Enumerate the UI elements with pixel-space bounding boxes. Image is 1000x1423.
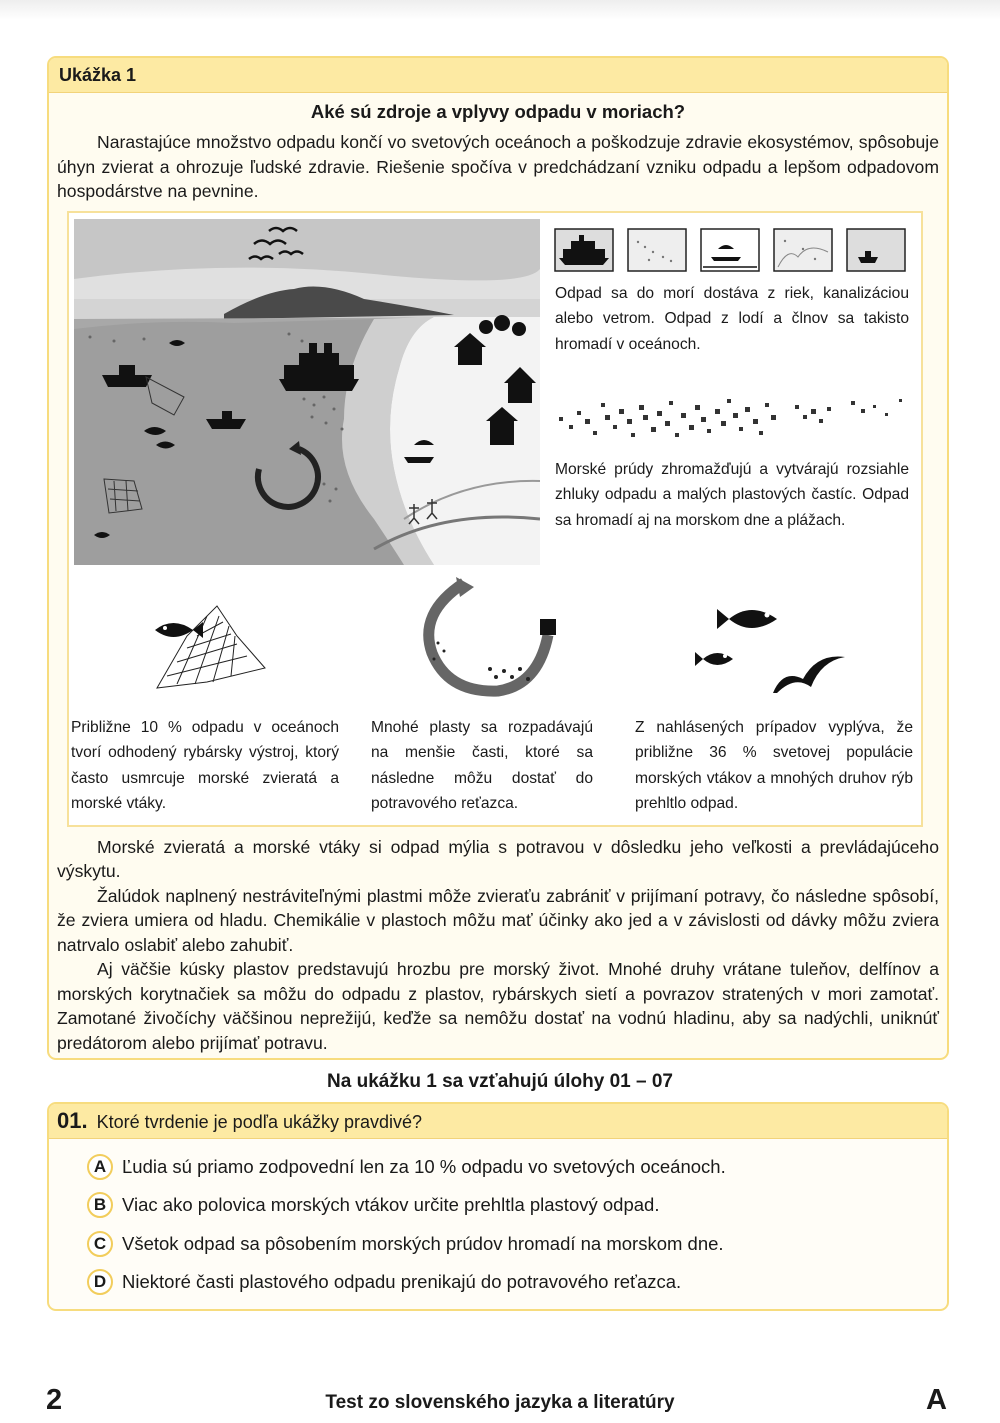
fish-and-birds-illustration xyxy=(695,597,865,697)
answer-option-c[interactable] xyxy=(87,1230,724,1258)
caption-plastics: Mnohé plasty sa rozpadávajú na menšie časti, ktoré sa následne môžu dostať do potravového reťazca. xyxy=(371,718,593,813)
answer-option-a[interactable] xyxy=(87,1153,726,1181)
option-text: Všetok odpad sa pôsobením morských prúdov hromadí na morskom dne. xyxy=(122,1233,724,1254)
source-icons-row xyxy=(553,227,909,273)
ghost-net-fish-illustration xyxy=(147,596,277,692)
test-name: Test zo slovenského jazyka a literatúry xyxy=(325,1392,675,1413)
option-letter[interactable]: B xyxy=(87,1192,113,1218)
option-letter[interactable]: A xyxy=(87,1154,113,1180)
option-letter[interactable]: C xyxy=(87,1231,113,1257)
sample-label: Ukážka 1 xyxy=(49,58,947,93)
question-header xyxy=(49,1104,947,1139)
caption-birds: Z nahlásených prípadov vyplýva, že približne 36 % svetovej populácie morských vtákov a mnohých druhov rýb prehltlo odpad. xyxy=(635,718,913,813)
option-text: Niektoré časti plastového odpadu prenikajú do potravového reťazca. xyxy=(122,1271,682,1292)
debris-particles-illustration xyxy=(555,389,905,451)
option-letter[interactable]: D xyxy=(87,1269,113,1295)
paragraph-2: Žalúdok naplnený nestráviteľnými plastmi môže zvieraťu zabrániť v prijímaní potravy, čo následne spôsobí, že zviera umiera od hladu. Chemikálie v plastoch môžu mať účinky ako jed a v závislosti od dávky môžu zviera natrvalo oslabiť alebo zahubiť. xyxy=(57,885,939,955)
plastic-breakdown-cycle-illustration xyxy=(408,573,564,703)
answer-option-d[interactable] xyxy=(87,1268,681,1296)
top-shadow-band xyxy=(0,0,1000,20)
question-01 xyxy=(47,1102,949,1311)
question-number: 01. xyxy=(57,1108,88,1133)
tasks-heading: Na ukážku 1 sa vzťahujú úlohy 01 – 07 xyxy=(327,1071,673,1092)
answer-option-b[interactable] xyxy=(87,1191,659,1219)
option-text: Viac ako polovica morských vtákov určite prehltla plastový odpad. xyxy=(122,1194,660,1215)
test-variant: A xyxy=(926,1384,947,1416)
caption-nets: Približne 10 % odpadu v oceánoch tvorí odhodený rybársky výstroj, ktorý často usmrcuje morské zvieratá a morské vtáky. xyxy=(71,718,339,813)
sample-panel xyxy=(47,56,949,1060)
infographic xyxy=(67,211,923,827)
coastal-scene-illustration xyxy=(74,219,540,565)
option-text: Ľudia sú priamo zodpovední len za 10 % odpadu vo svetových oceánoch. xyxy=(122,1156,726,1177)
intro-paragraph: Narastajúce množstvo odpadu končí vo svetových oceánoch a poškodzuje zdravie ekosystémov, spôsobuje úhyn zvierat a ohrozuje ľudské zdravie. Riešenie spočíva v predchádzaní vzniku odpadu a lepšom odpadovom hospodárstve na pevnine. xyxy=(57,132,939,201)
caption-sources: Odpad sa do morí dostáva z riek, kanalizáciou alebo vetrom. Odpad z lodí a člnov sa takisto hromadí v oceánoch. xyxy=(555,284,909,353)
paragraph-3: Aj väčšie kúsky plastov predstavujú hrozbu pre morský život. Mnohé druhy vrátane tuleňov, delfínov a morských korytnačiek sa môžu do odpadu z plastov, rybárskych sietí a povrazov stratených v mori zamotať. Zamotané živočíchy väčšinou neprežijú, keďže sa nemôžu dostať na vodnú hladinu, aby sa nadýchli, uniknúť predátorom alebo prijímať potravu. xyxy=(57,959,939,1053)
paragraph-1: Morské zvieratá a morské vtáky si odpad mýlia s potravou v dôsledku jeho veľkosti a prevládajúceho výskytu. xyxy=(57,836,939,881)
page-number: 2 xyxy=(46,1384,63,1416)
question-text: Ktoré tvrdenie je podľa ukážky pravdivé? xyxy=(96,1112,423,1132)
sample-title: Aké sú zdroje a vplyvy odpadu v moriach? xyxy=(310,101,686,122)
caption-currents: Morské prúdy zhromažďujú a vytvárajú rozsiahle zhluky odpadu a malých plastových častíc. Odpad sa hromadí aj na morskom dne a plážach. xyxy=(555,460,909,529)
